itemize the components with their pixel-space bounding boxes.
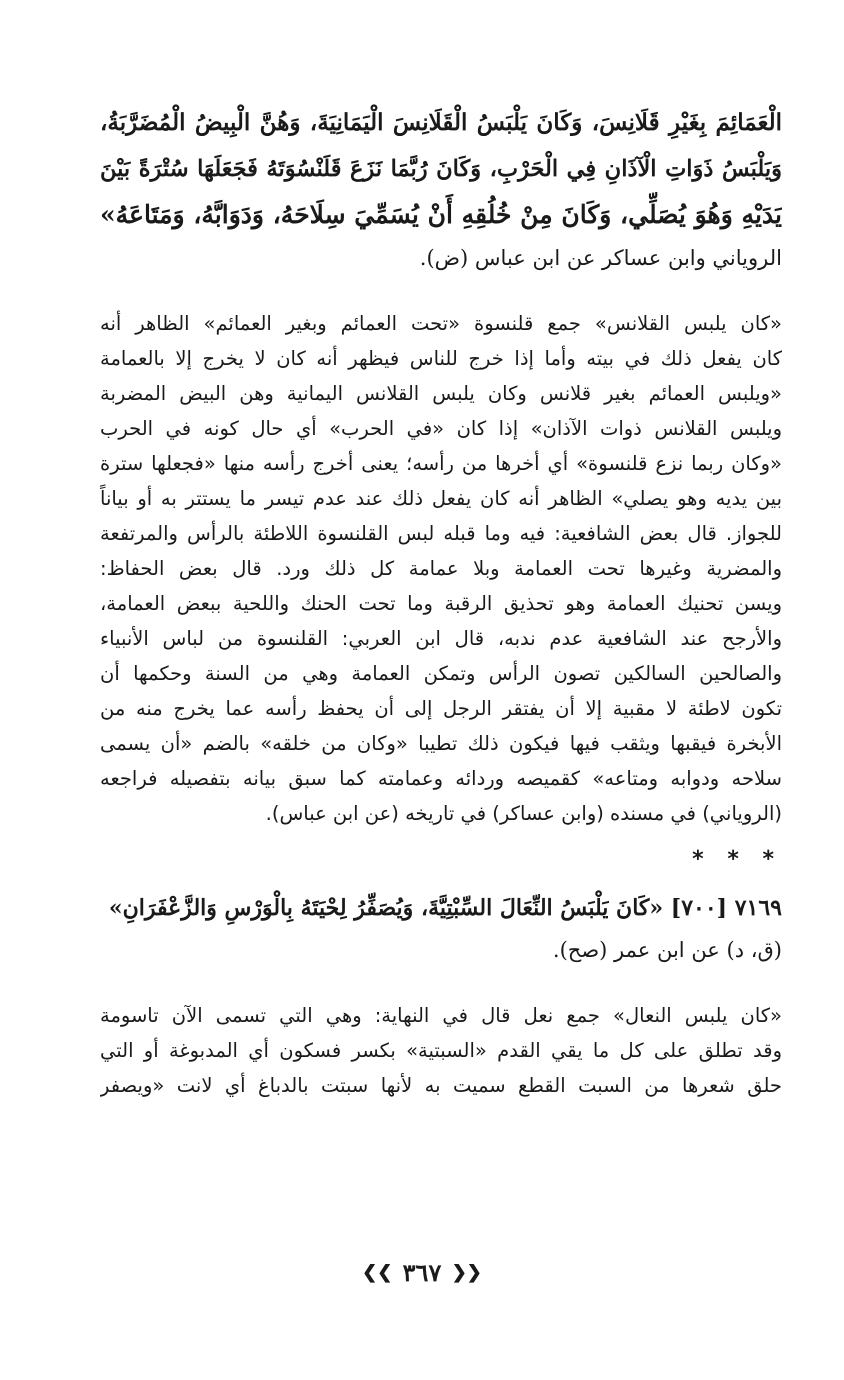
commentary-line: والصالحين السالكين تصون الرأس وتمكن العمامة وهي من السنة وحكمها أن xyxy=(100,662,782,685)
commentary-line: «وكان ربما نزع قلنسوة» أي أخرها من رأسه؛ يعنى أخرج رأسه منها «فجعلها سترة xyxy=(100,452,782,475)
hadith-line: يَدَيْهِ وَهُوَ يُصَلِّي، وَكَانَ مِنْ خُلُقِهِ أَنْ يُسَمِّيَ سِلَاحَهُ، وَدَوَابَّهُ، وَمَتَاعَهُ» xyxy=(100,200,782,229)
commentary-line: الأبخرة فيقبها ويثقب فيها فيكون ذلك تطيبا «وكان من خلقه» بالضم «أن يسمى xyxy=(100,732,782,755)
hadith-7168-source: الروياني وابن عساكر عن ابن عباس (ض). xyxy=(419,246,782,270)
hadith-line: ٧١٦٩ [٧٠٠] «كَانَ يَلْبَسُ النِّعَالَ السِّبْتِيَّةَ، وَيُصَفِّرُ لِحْيَتَهُ بِالْوَرْسِ وَالزَّعْفَرَانِ» xyxy=(108,895,782,921)
commentary-line: وقد تطلق على كل ما يقي القدم «السبتية» بكسر فسكون أي المدبوغة أو التي xyxy=(100,1039,782,1062)
commentary-line: (الروياني) في مسنده (وابن عساكر) في تاريخه (عن ابن عباس). xyxy=(265,802,782,825)
commentary-line: حلق شعرها من السبت القطع سميت به لأنها سبتت بالدباغ أي لانت «ويصفر xyxy=(100,1074,782,1097)
commentary-7169 xyxy=(100,998,782,1103)
hadith-line: الْعَمَائِمَ بِغَيْرِ قَلَانِسَ، وَكَانَ يَلْبَسُ الْقَلَانِسَ الْيَمَانِيَةَ، وَهُنَّ الْبِيضُ الْمُضَرَّبَةُ، xyxy=(100,109,782,136)
hadith-7169-source: (ق، د) عن ابن عمر (صح). xyxy=(552,938,782,962)
page-body xyxy=(100,100,782,1103)
commentary-line: ويسن تحنيك العمامة وهو تحذيق الرقبة وما تحت الحنك واللحية ببعض العمامة، xyxy=(100,592,782,615)
commentary-line: كان يفعل ذلك في بيته وأما إذا خرج للناس فيظهر أنه كان لا يخرج إلا بالعمامة xyxy=(100,347,782,370)
commentary-line: والمضرية وغيرها تحت العمامة وبلا عمامة كل ذلك ورد. قال بعض الحفاظ: xyxy=(100,557,782,580)
commentary-line: بين يديه وهو يصلي» الظاهر أنه كان يفعل ذلك عند عدم تيسر ما يستتر به أو بياناً xyxy=(100,487,782,510)
commentary-line: والأرجح عند الشافعية عدم ندبه، قال ابن العربي: القلنسوة من لباس الأنبياء xyxy=(100,627,782,650)
hadith-line: وَيَلْبَسُ ذَوَاتِ الْآذَانِ فِي الْحَرْبِ، وَكَانَ رُبَّمَا نَزَعَ قَلَنْسُوَتَهُ فَجَعَلَهَا سُتْرَةً بَيْنَ xyxy=(100,156,782,182)
hadith-7168-text xyxy=(100,100,782,238)
commentary-line: سلاحه ودوابه ومتاعه» كقميصه وردائه وعمامته كما سبق بيانه بتفصيله فراجعه xyxy=(100,767,782,790)
page-number xyxy=(0,1256,844,1287)
ornament-right-icon: ❯❯ xyxy=(362,1262,393,1283)
commentary-7168 xyxy=(100,306,782,831)
section-separator: * * * xyxy=(692,847,782,872)
commentary-line: تكون لاطئة لا مقبية إلا أن يفتقر الرجل إلى أن يحفظ رأسه عما يخرج منه من xyxy=(100,697,782,720)
commentary-line: ويلبس القلانس ذوات الآذان» إذا كان «في الحرب» أي حال كونه في الحرب xyxy=(100,417,782,440)
commentary-line: للجواز. قال بعض الشافعية: فيه وما قبله لبس القلنسوة اللاطئة بالرأس والمرتفعة xyxy=(100,522,782,545)
hadith-7169-text xyxy=(100,886,782,930)
commentary-line: «كان يلبس القلانس» جمع قلنسوة «تحت العمائم وبغير العمائم» الظاهر أنه xyxy=(100,312,782,335)
commentary-line: «ويلبس العمائم بغير قلانس وكان يلبس القلانس اليمانية وهن البيض المضربة xyxy=(100,382,782,405)
commentary-line: «كان يلبس النعال» جمع نعل قال في النهاية: وهي التي تسمى الآن تاسومة xyxy=(100,1004,782,1027)
page-number-value: ٣٦٧ xyxy=(402,1258,442,1287)
ornament-left-icon: ❮❮ xyxy=(451,1262,482,1283)
